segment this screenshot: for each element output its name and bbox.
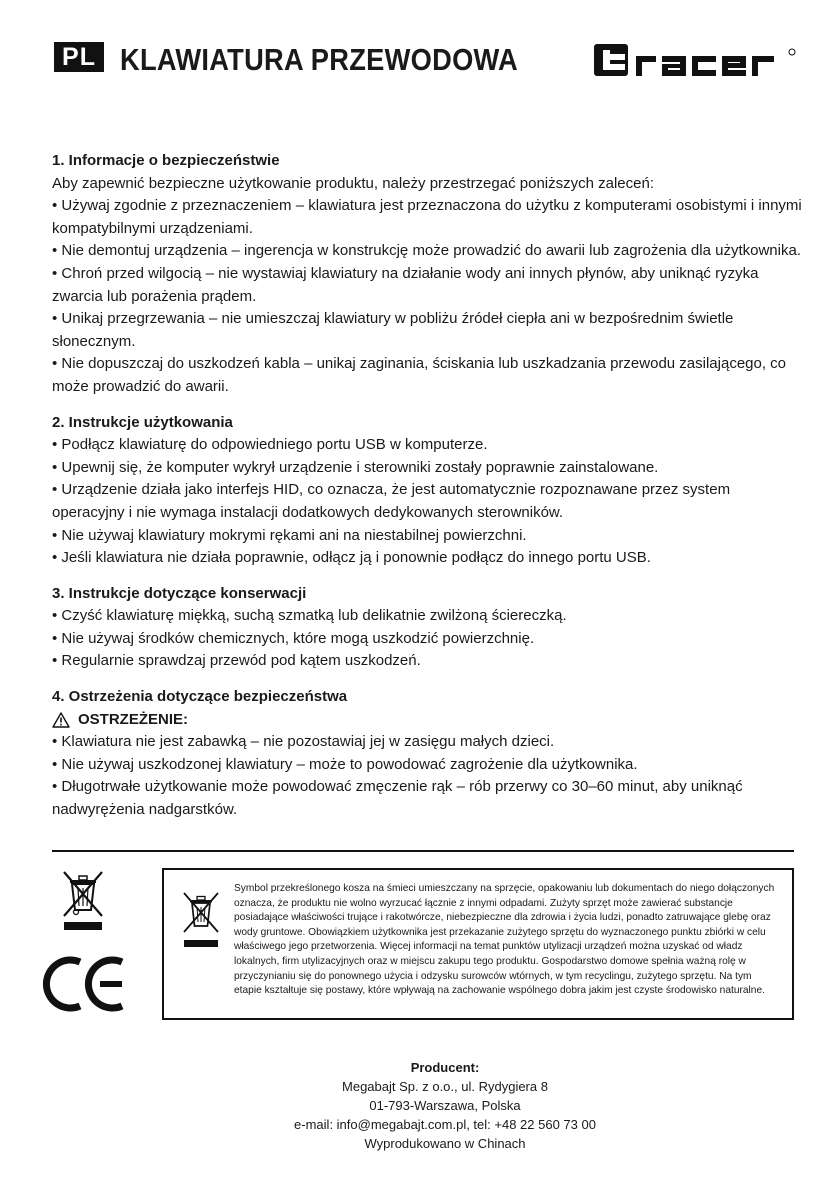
warning-label-text: OSTRZEŻENIE:: [78, 710, 189, 728]
text-line: • Klawiatura nie jest zabawką – nie pozostawiaj jej w zasięgu małych dzieci.: [52, 733, 555, 751]
producer-line: e-mail: info@megabajt.com.pl, tel: +48 22 560 73 00: [294, 1117, 596, 1132]
warning-label: [52, 709, 802, 732]
text-line: • Upewnij się, że komputer wykrył urządzenie i sterowniki zostały poprawnie zainstalowane.: [52, 458, 659, 476]
text-line: • Urządzenie działa jako interfejs HID, co oznacza, że jest automatycznie rozpoznawane przez system operacyjny i nie wymaga instalacji dodatkowych dedykowanych sterowników.: [52, 481, 731, 521]
disposal-notice: [162, 868, 794, 1020]
text-line: • Chroń przed wilgocią – nie wystawiaj klawiatury na działanie wody ani innych płynów, aby uniknąć ryzyka zwarcia lub porażenia prądem.: [52, 264, 759, 305]
section-usage: [52, 412, 802, 570]
section-heading: 1. Informacje o bezpieczeństwie: [52, 152, 280, 169]
disposal-text: Symbol przekreślonego kosza na śmieci umieszczany na sprzęcie, opakowaniu lub dokumentach do niego dołączonych oznacza, że produktu nie wolno wyrzucać łącznie z innymi odpadami. Zużyty sprzęt może zawierać substancje posiadające właściwości trujące i rakotwórcze, niebezpieczne dla zdrowia i życia ludzi, ponadto zatruwające glebę oraz wody gruntowe. Obowiązkiem użytkownika jest przekazanie zużytego sprzętu do wyznaczonego punktu zbiórki w celu właściwego jego przetworzenia. Więcej informacji na temat punktów utylizacji urządzeń można uzyskać od władz lokalnych, firm utylizacyjnych oraz w miejscu zakupu tego produktu. Gospodarstwo domowe spełnia ważną rolę w przyczynianiu się do ponownego użycia i odzysku surowców wtórnych, w tym recyclingu, zużytego sprzętu. Na tym etapie kształtuje się postawy, które wpływają na zachowanie wspólnego dobra jakim jest czyste środowisko naturalne.: [234, 883, 775, 997]
language-badge: PL: [54, 42, 104, 72]
ce-mark-icon: [42, 954, 128, 1014]
section-safety: [52, 150, 802, 399]
producer-line: Wyprodukowano w Chinach: [364, 1136, 526, 1151]
section-heading: 2. Instrukcje użytkowania: [52, 413, 233, 431]
section-heading: 4. Ostrzeżenia dotyczące bezpieczeństwa: [52, 688, 348, 706]
text-line: • Nie używaj klawiatury mokrymi rękami ani na niestabilnej powierzchni.: [52, 526, 527, 544]
tracer-logo: [594, 42, 804, 78]
text-line: • Unikaj przegrzewania – nie umieszczaj klawiatury w pobliżu źródeł ciepła ani w bezpośrednim świetle słonecznym.: [52, 310, 734, 350]
divider: [52, 850, 794, 852]
producer-label: Producent:: [410, 1060, 480, 1075]
text-line: • Czyść klawiaturę miękką, suchą szmatką lub delikatnie zwilżoną ściereczką.: [52, 607, 567, 625]
text-line: • Nie dopuszczaj do uszkodzeń kabla – unikaj zaginania, ściskania lub uszkadzania przewodu zasilającego, co może prowadzić do awarii.: [52, 355, 787, 395]
crossed-bin-icon: [58, 868, 108, 932]
text-line: • Podłącz klawiaturę do odpowiedniego portu USB w komputerze.: [52, 436, 488, 454]
warning-triangle-icon: [52, 712, 70, 728]
text-line: • Jeśli klawiatura nie działa poprawnie, odłącz ją i ponownie podłącz do innego portu USB.: [52, 549, 651, 567]
document-title: KLAWIATURA PRZEWODOWA: [120, 42, 519, 77]
text-line: • Długotrwałe użytkowanie może powodować zmęczenie rąk – rób przerwy co 30–60 minut, aby uniknąć nadwyrężenia nadgarstków.: [52, 778, 743, 819]
section-heading: 3. Instrukcje dotyczące konserwacji: [52, 584, 307, 602]
text-line: • Regularnie sprawdzaj przewód pod kątem uszkodzeń.: [52, 652, 421, 670]
text-line: • Nie używaj środków chemicznych, które mogą uszkodzić powierzchnię.: [52, 629, 535, 647]
text-line: • Używaj zgodnie z przeznaczeniem – klawiatura jest przeznaczona do użytku z komputerami osobistymi i innymi kompatybilnymi urządzeniami.: [52, 197, 802, 237]
section-maintenance: [52, 583, 802, 673]
producer-line: 01-793-Warszawa, Polska: [369, 1098, 521, 1113]
content: [52, 150, 802, 835]
text-line: • Nie demontuj urządzenia – ingerencja w konstrukcję może prowadzić do awarii lub zagrożenia dla użytkownika.: [52, 242, 801, 260]
producer-info: [0, 1058, 839, 1153]
header: [54, 40, 799, 80]
crossed-bin-icon: [180, 888, 222, 950]
text-line: Aby zapewnić bezpieczne użytkowanie produktu, należy przestrzegać poniższych zaleceń:: [52, 174, 654, 192]
text-line: • Nie używaj uszkodzonej klawiatury – może to powodować zagrożenie dla użytkownika.: [52, 755, 638, 773]
section-warnings: [52, 686, 802, 822]
producer-line: Megabajt Sp. z o.o., ul. Rydygiera 8: [342, 1079, 548, 1094]
